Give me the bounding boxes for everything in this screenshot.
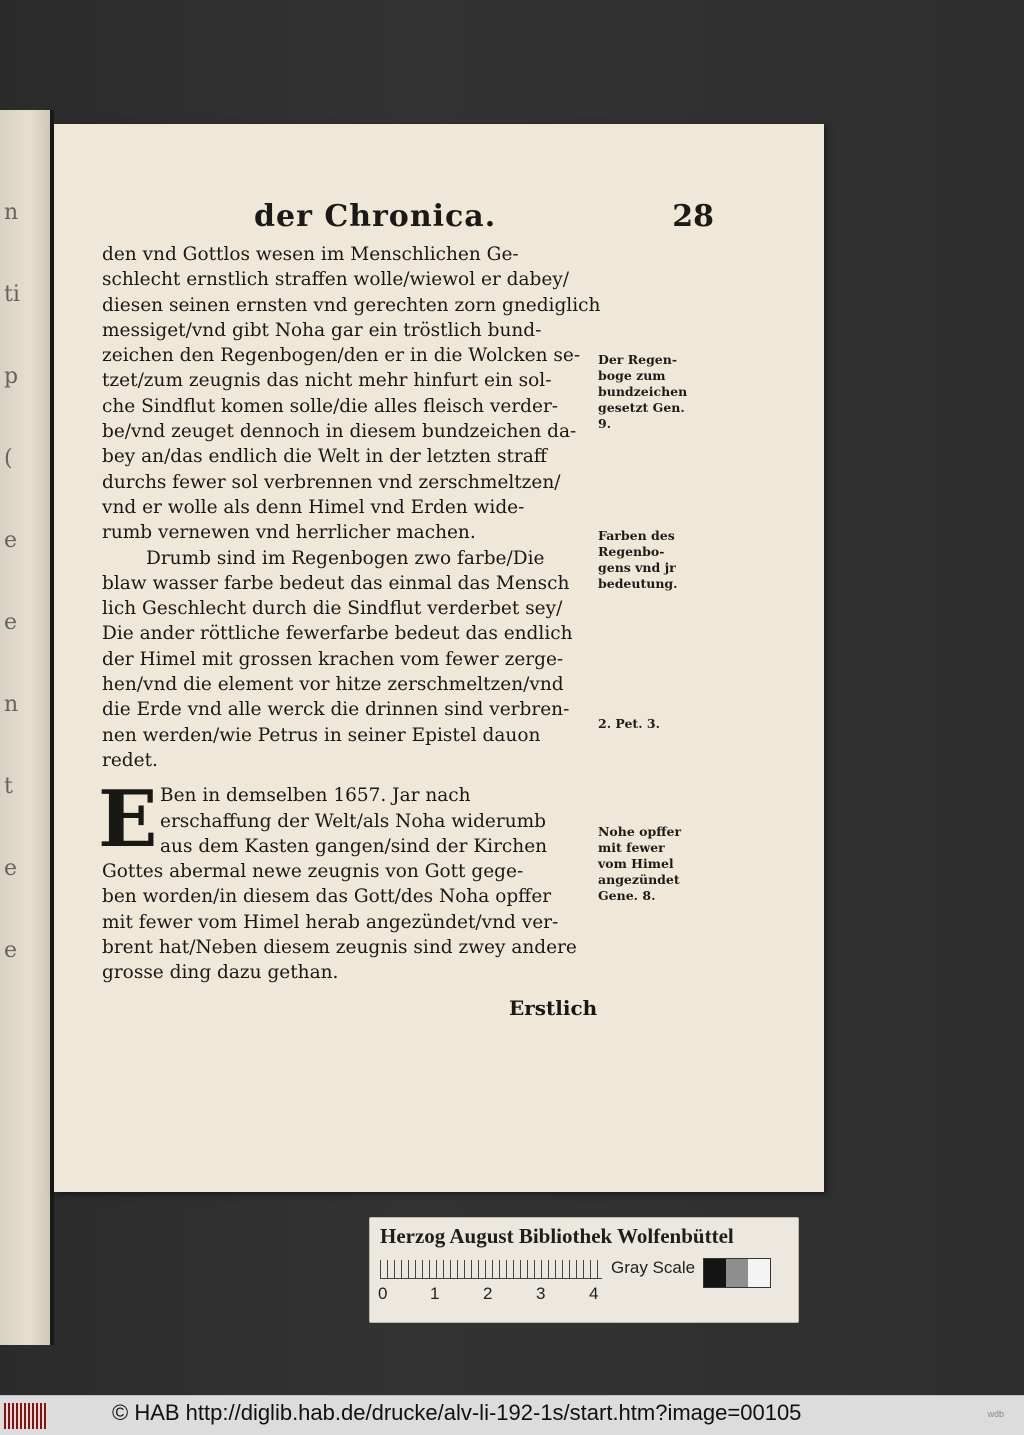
text-line: schlecht ernstlich straffen wolle/wiewol er dabey/: [102, 269, 570, 291]
margin-note-line: 9.: [598, 416, 612, 431]
gray-scale-swatches: [703, 1258, 771, 1288]
adjacent-page-fragment: n: [4, 692, 19, 717]
adjacent-page-fragment: e: [4, 856, 18, 881]
gray-scale-label: Gray Scale: [611, 1258, 696, 1277]
ruler-number: 3: [536, 1284, 546, 1303]
footer-tag: wdb: [987, 1409, 1004, 1419]
margin-note-line: boge zum: [598, 368, 666, 383]
gray-swatch-dark: [704, 1259, 726, 1287]
text-line: nen werden/wie Petrus in seiner Epistel dauon: [102, 724, 541, 746]
text-line: messiget/vnd gibt Noha gar ein tröstlich bund-: [102, 319, 542, 341]
paragraph-1: [102, 242, 600, 546]
margin-note-line: Der Regen-: [598, 352, 678, 367]
margin-note-line: Gene. 8.: [598, 888, 656, 903]
margin-note-petrus: [598, 716, 660, 732]
text-line: die Erde vnd alle werck die drinnen sind verbren-: [102, 699, 570, 721]
margin-note-line: Farben des: [598, 528, 675, 543]
adjacent-page-strip: [0, 110, 50, 1345]
margin-note-line: Nohe opffer: [598, 824, 682, 839]
text-line: brent hat/Neben diesem zeugnis sind zwey andere: [102, 937, 577, 959]
running-head: der Chronica.: [254, 199, 497, 234]
gray-swatch-light: [748, 1259, 770, 1287]
text-line: erschaffung der Welt/als Noha widerumb: [160, 810, 546, 832]
margin-note-line: angezündet: [598, 872, 680, 887]
gray-swatch-mid: [726, 1259, 748, 1287]
text-line: Gottes abermal newe zeugnis von Gott gege-: [102, 861, 524, 883]
text-line: den vnd Gottlos wesen im Menschlichen Ge-: [102, 244, 519, 265]
text-line: che Sindflut komen solle/die alles fleisch verder-: [102, 395, 559, 417]
text-line: lich Geschlecht durch die Sindflut verderbet sey/: [102, 598, 563, 620]
color-reference-card: [369, 1217, 799, 1323]
paragraph-3: [98, 774, 600, 985]
adjacent-page-fragment: ti: [4, 282, 20, 307]
text-line: aus dem Kasten gangen/sind der Kirchen: [160, 835, 548, 857]
text-line: durchs fewer sol verbrennen vnd zerschmeltzen/: [102, 471, 561, 493]
margin-note-line: gens vnd jr: [598, 560, 676, 575]
margin-note-regenbogen: [598, 352, 687, 432]
margin-note-line: mit fewer: [598, 840, 665, 855]
text-line: vnd er wolle als denn Himel vnd Erden wide-: [102, 496, 525, 518]
adjacent-page-fragment: t: [4, 774, 13, 799]
text-line: Drumb sind im Regenbogen zwo farbe/Die: [146, 547, 545, 569]
margin-note-line: bedeutung.: [598, 576, 678, 591]
text-line: Ben in demselben 1657. Jar nach: [160, 785, 471, 807]
ruler-number: 4: [589, 1284, 599, 1303]
adjacent-page-fragment: e: [4, 938, 18, 963]
scale-ruler: [380, 1260, 602, 1279]
text-line: diesen seinen ernsten vnd gerechten zorn gnediglich: [102, 294, 600, 316]
text-line: Die ander röttliche fewerfarbe bedeut das endlich: [102, 623, 573, 645]
catchword: Erstlich: [509, 996, 598, 1020]
text-line: redet.: [102, 749, 158, 771]
hab-logo-icon: [4, 1403, 48, 1429]
viewer-footer: [0, 1395, 1024, 1435]
margin-note-line: vom Himel: [598, 856, 674, 871]
drop-cap: E: [98, 774, 158, 866]
adjacent-page-fragment: p: [4, 364, 19, 389]
text-line: blaw wasser farbe bedeut das einmal das Mensch: [102, 572, 570, 594]
text-line: mit fewer vom Himel herab angezündet/vnd ver-: [102, 911, 559, 933]
paragraph-2: [102, 546, 600, 774]
text-line: tzet/zum zeugnis das nicht mehr hinfurt ein sol-: [102, 370, 552, 392]
adjacent-page-fragment: (: [4, 446, 13, 471]
text-line: der Himel mit grossen krachen vom fewer zerge-: [102, 648, 564, 670]
text-line: zeichen den Regenbogen/den er in die Wolcken se-: [102, 345, 581, 367]
margin-note-line: bundzeichen: [598, 384, 688, 399]
text-line: be/vnd zeuget dennoch in diesem bundzeichen da-: [102, 421, 577, 443]
ruler-number: 1: [430, 1284, 440, 1303]
adjacent-page-fragment: e: [4, 528, 18, 553]
margin-note-farben: [598, 528, 678, 592]
ruler-number: 0: [378, 1284, 388, 1303]
margin-note-line: gesetzt Gen.: [598, 400, 685, 415]
text-line: grosse ding dazu gethan.: [102, 962, 339, 984]
book-page: [54, 124, 824, 1192]
text-line: ben worden/in diesem das Gott/des Noha opffer: [102, 886, 552, 908]
card-title: Herzog August Bibliothek Wolfenbüttel: [380, 1224, 734, 1248]
page-number: 28: [672, 199, 714, 234]
adjacent-page-fragment: e: [4, 610, 18, 635]
margin-note-line: Regenbo-: [598, 544, 665, 559]
ruler-number: 2: [483, 1284, 493, 1303]
text-line: rumb vernewen vnd herrlicher machen.: [102, 522, 476, 544]
text-line: bey an/das endlich die Welt in der letzten straff: [102, 446, 547, 468]
footer-url-text[interactable]: © HAB http://diglib.hab.de/drucke/alv-li-192-1s/start.htm?image=00105: [112, 1400, 802, 1425]
margin-note-line: 2. Pet. 3.: [598, 716, 660, 731]
main-text-block: [98, 242, 600, 986]
margin-note-opffer: [598, 824, 681, 904]
adjacent-page-fragment: n: [4, 200, 19, 225]
text-line: hen/vnd die element vor hitze zerschmeltzen/vnd: [102, 674, 564, 696]
